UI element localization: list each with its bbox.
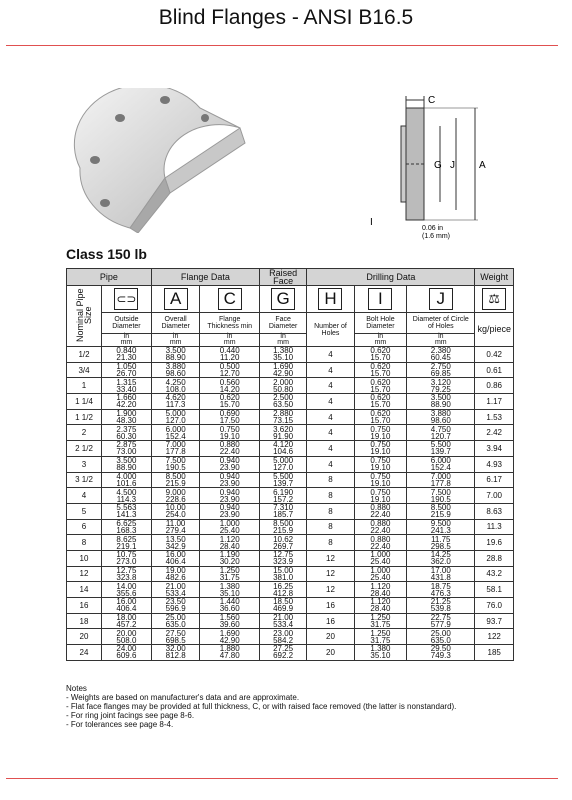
weight-cell: 2.42	[475, 425, 514, 441]
thickness-cell: 1.190 30.20	[200, 550, 260, 566]
note-item: - Flat face flanges may be provided at full thickness, C, or with raised face removed (the latter is nonstandard).	[66, 702, 457, 711]
circle-cell: 29.50 749.3	[407, 645, 475, 661]
letter-h: H	[318, 288, 342, 310]
thickness-cell: 0.880 22.40	[200, 441, 260, 457]
bolt-hole-cell: 1.250 31.75	[354, 613, 407, 629]
circle-cell: 3.880 98.60	[407, 409, 475, 425]
note-item: - For tolerances see page 8-4.	[66, 720, 174, 729]
nps-cell: 3 1/2	[67, 472, 102, 488]
col-flange-thickness: Flange Thickness min	[200, 313, 260, 334]
circle-cell: 9.500 241.3	[407, 519, 475, 535]
overall-diameter-cell: 19.00 482.6	[151, 566, 200, 582]
table-row	[67, 472, 514, 488]
bolt-hole-cell: 0.750 19.10	[354, 456, 407, 472]
holes-cell: 16	[307, 613, 354, 629]
outside-diameter-cell: 16.00 406.4	[102, 598, 152, 614]
circle-cell: 17.00 431.8	[407, 566, 475, 582]
table-row	[67, 566, 514, 582]
nps-cell: 24	[67, 645, 102, 661]
outside-diameter-cell: 8.625 219.1	[102, 535, 152, 551]
circle-cell: 14.25 362.0	[407, 550, 475, 566]
unit-cell: in mm	[354, 334, 407, 347]
holes-cell: 4	[307, 394, 354, 410]
outside-diameter-cell: 4.000 101.6	[102, 472, 152, 488]
outside-diameter-cell: 2.875 73.00	[102, 441, 152, 457]
outside-diameter-cell: 18.00 457.2	[102, 613, 152, 629]
weight-cell: 3.94	[475, 441, 514, 457]
holes-cell: 4	[307, 362, 354, 378]
top-rule	[6, 45, 558, 46]
face-diameter-cell: 5.000 127.0	[259, 456, 306, 472]
thickness-cell: 1.880 47.80	[200, 645, 260, 661]
table-row	[67, 394, 514, 410]
holes-cell: 20	[307, 629, 354, 645]
circle-cell: 2.750 69.85	[407, 362, 475, 378]
table-row	[67, 613, 514, 629]
outside-diameter-cell: 4.500 114.3	[102, 488, 152, 504]
blind-flange-table	[66, 268, 514, 661]
face-diameter-cell: 21.00 533.4	[259, 613, 306, 629]
face-diameter-cell: 10.62 269.7	[259, 535, 306, 551]
circle-cell: 18.75 476.3	[407, 582, 475, 598]
thickness-cell: 1.560 39.60	[200, 613, 260, 629]
table-row	[67, 582, 514, 598]
bolt-hole-cell: 0.620 15.70	[354, 362, 407, 378]
col-overall-diameter: Overall Diameter	[151, 313, 200, 334]
group-raised-face: Raised Face	[259, 269, 306, 286]
nps-cell: 1	[67, 378, 102, 394]
bolt-hole-cell: 1.250 31.75	[354, 629, 407, 645]
thickness-cell: 0.690 17.50	[200, 409, 260, 425]
holes-cell: 4	[307, 409, 354, 425]
holes-cell: 4	[307, 425, 354, 441]
unit-cell: in mm	[259, 334, 306, 347]
nps-cell: 18	[67, 613, 102, 629]
unit-cell: in mm	[151, 334, 200, 347]
overall-diameter-cell: 3.880 98.60	[151, 362, 200, 378]
bolt-hole-cell: 1.000 25.40	[354, 566, 407, 582]
weight-cell: 1.17	[475, 394, 514, 410]
nps-cell: 16	[67, 598, 102, 614]
bolt-hole-cell: 0.620 15.70	[354, 378, 407, 394]
thickness-cell: 0.940 23.90	[200, 472, 260, 488]
bolt-hole-cell: 0.750 19.10	[354, 488, 407, 504]
holes-cell: 12	[307, 582, 354, 598]
outside-diameter-cell: 24.00 609.6	[102, 645, 152, 661]
face-diameter-cell: 7.310 185.7	[259, 503, 306, 519]
letter-i: I	[368, 288, 392, 310]
table-row	[67, 629, 514, 645]
note-item: - For ring joint facings see page 8-6.	[66, 711, 195, 720]
weight-cell: 93.7	[475, 613, 514, 629]
outside-diameter-cell: 1.315 33.40	[102, 378, 152, 394]
outside-diameter-cell: 1.660 42.20	[102, 394, 152, 410]
thickness-cell: 1.000 25.40	[200, 519, 260, 535]
pipe-icon: ⊂⊃	[102, 286, 152, 313]
table-row	[67, 550, 514, 566]
holes-cell: 8	[307, 472, 354, 488]
thickness-cell: 1.250 31.75	[200, 566, 260, 582]
overall-diameter-cell: 7.500 190.5	[151, 456, 200, 472]
weight-cell: 185	[475, 645, 514, 661]
circle-cell: 7.000 177.8	[407, 472, 475, 488]
holes-cell: 8	[307, 488, 354, 504]
nps-cell: 1 1/2	[67, 409, 102, 425]
outside-diameter-cell: 14.00 355.6	[102, 582, 152, 598]
dim-a-label: A	[479, 160, 486, 171]
nps-cell: 4	[67, 488, 102, 504]
weight-cell: 8.63	[475, 503, 514, 519]
col-outside-diameter: Outside Diameter	[102, 313, 152, 334]
nps-cell: 3	[67, 456, 102, 472]
unit-cell: in mm	[102, 334, 152, 347]
scale-icon: ⚖	[475, 286, 514, 313]
letter-a: A	[164, 288, 188, 310]
circle-cell: 6.000 152.4	[407, 456, 475, 472]
face-diameter-cell: 6.190 157.2	[259, 488, 306, 504]
table-row	[67, 347, 514, 363]
dim-g-label: G	[434, 160, 442, 171]
outside-diameter-cell: 5.563 141.3	[102, 503, 152, 519]
outside-diameter-cell: 0.840 21.30	[102, 347, 152, 363]
nps-cell: 6	[67, 519, 102, 535]
thickness-cell: 1.120 28.40	[200, 535, 260, 551]
raised-face-note-1: 0.06 in	[422, 225, 444, 232]
circle-cell: 11.75 298.5	[407, 535, 475, 551]
face-diameter-cell: 8.500 215.9	[259, 519, 306, 535]
holes-cell: 8	[307, 519, 354, 535]
table-row	[67, 598, 514, 614]
overall-diameter-cell: 8.500 215.9	[151, 472, 200, 488]
thickness-cell: 0.500 12.70	[200, 362, 260, 378]
weight-cell: 4.93	[475, 456, 514, 472]
group-pipe: Pipe	[67, 269, 152, 286]
note-item: - Weights are based on manufacturer's data and are approximate.	[66, 693, 300, 702]
overall-diameter-cell: 9.000 228.6	[151, 488, 200, 504]
face-diameter-cell: 4.120 104.6	[259, 441, 306, 457]
nps-cell: 8	[67, 535, 102, 551]
weight-cell: 0.61	[475, 362, 514, 378]
face-diameter-cell: 15.00 381.0	[259, 566, 306, 582]
face-diameter-cell: 1.690 42.90	[259, 362, 306, 378]
letter-g: G	[271, 288, 295, 310]
table-row	[67, 441, 514, 457]
page-title: Blind Flanges - ANSI B16.5	[158, 6, 414, 29]
overall-diameter-cell: 21.00 533.4	[151, 582, 200, 598]
bolt-hole-cell: 0.880 22.40	[354, 503, 407, 519]
bolt-hole-cell: 0.750 19.10	[354, 425, 407, 441]
nps-cell: 14	[67, 582, 102, 598]
col-circle-of-holes: Diameter of Circle of Holes	[407, 313, 475, 334]
nps-cell: 20	[67, 629, 102, 645]
circle-cell: 25.00 635.0	[407, 629, 475, 645]
thickness-cell: 0.940 23.90	[200, 456, 260, 472]
thickness-cell: 1.690 42.90	[200, 629, 260, 645]
holes-cell: 4	[307, 441, 354, 457]
nps-cell: 12	[67, 566, 102, 582]
nps-cell: 2 1/2	[67, 441, 102, 457]
thickness-cell: 0.620 15.70	[200, 394, 260, 410]
face-diameter-cell: 1.380 35.10	[259, 347, 306, 363]
overall-diameter-cell: 27.50 698.5	[151, 629, 200, 645]
circle-cell: 7.500 190.5	[407, 488, 475, 504]
outside-diameter-cell: 10.75 273.0	[102, 550, 152, 566]
outside-diameter-cell: 2.375 60.30	[102, 425, 152, 441]
overall-diameter-cell: 6.000 152.4	[151, 425, 200, 441]
col-kg-per-piece: kg/piece	[475, 313, 514, 347]
face-diameter-cell: 12.75 323.9	[259, 550, 306, 566]
bolt-hole-cell: 0.880 22.40	[354, 535, 407, 551]
weight-cell: 1.53	[475, 409, 514, 425]
table-row	[67, 645, 514, 661]
face-diameter-cell: 16.25 412.8	[259, 582, 306, 598]
overall-diameter-cell: 4.250 108.0	[151, 378, 200, 394]
holes-cell: 16	[307, 598, 354, 614]
group-flange-data: Flange Data	[151, 269, 259, 286]
table-row	[67, 535, 514, 551]
overall-diameter-cell: 7.000 177.8	[151, 441, 200, 457]
nps-cell: 10	[67, 550, 102, 566]
table-row	[67, 519, 514, 535]
circle-cell: 3.120 79.25	[407, 378, 475, 394]
bolt-hole-cell: 0.750 19.10	[354, 472, 407, 488]
col-face-diameter: Face Diameter	[259, 313, 306, 334]
letter-c: C	[218, 288, 242, 310]
thickness-cell: 0.940 23.90	[200, 488, 260, 504]
weight-cell: 28.8	[475, 550, 514, 566]
overall-diameter-cell: 4.620 117.3	[151, 394, 200, 410]
bottom-rule	[6, 778, 558, 779]
face-diameter-cell: 2.500 63.50	[259, 394, 306, 410]
weight-cell: 11.3	[475, 519, 514, 535]
col-bolt-hole-diameter: Bolt Hole Diameter	[354, 313, 407, 334]
nps-cell: 3/4	[67, 362, 102, 378]
letter-j: J	[429, 288, 453, 310]
holes-cell: 8	[307, 503, 354, 519]
unit-cell: in mm	[407, 334, 475, 347]
bolt-hole-cell: 1.120 28.40	[354, 598, 407, 614]
outside-diameter-cell: 6.625 168.3	[102, 519, 152, 535]
table-row	[67, 425, 514, 441]
table-row	[67, 503, 514, 519]
bolt-hole-cell: 0.620 15.70	[354, 409, 407, 425]
table-row	[67, 378, 514, 394]
face-diameter-cell: 3.620 91.90	[259, 425, 306, 441]
outside-diameter-cell: 1.900 48.30	[102, 409, 152, 425]
bolt-hole-cell: 0.620 15.70	[354, 394, 407, 410]
thickness-cell: 0.750 19.10	[200, 425, 260, 441]
nominal-pipe-size-header: Nominal Pipe Size	[67, 286, 102, 347]
bolt-hole-cell: 0.620 15.70	[354, 347, 407, 363]
table-row	[67, 362, 514, 378]
overall-diameter-cell: 16.00 406.4	[151, 550, 200, 566]
thickness-cell: 0.440 11.20	[200, 347, 260, 363]
circle-cell: 21.25 539.8	[407, 598, 475, 614]
circle-cell: 5.500 139.7	[407, 441, 475, 457]
circle-cell: 22.75 577.9	[407, 613, 475, 629]
holes-cell: 20	[307, 645, 354, 661]
outside-diameter-cell: 20.00 508.0	[102, 629, 152, 645]
group-drilling-data: Drilling Data	[307, 269, 475, 286]
bolt-hole-cell: 0.750 19.10	[354, 441, 407, 457]
flange-dimension-diagram	[350, 88, 550, 248]
nps-cell: 5	[67, 503, 102, 519]
group-weight: Weight	[475, 269, 514, 286]
weight-cell: 6.17	[475, 472, 514, 488]
unit-cell: in mm	[200, 334, 260, 347]
outside-diameter-cell: 3.500 88.90	[102, 456, 152, 472]
face-diameter-cell: 23.00 584.2	[259, 629, 306, 645]
overall-diameter-cell: 23.50 596.9	[151, 598, 200, 614]
weight-cell: 7.00	[475, 488, 514, 504]
face-diameter-cell: 5.500 139.7	[259, 472, 306, 488]
bolt-hole-cell: 1.000 25.40	[354, 550, 407, 566]
circle-cell: 4.750 120.7	[407, 425, 475, 441]
table-row	[67, 409, 514, 425]
weight-cell: 43.2	[475, 566, 514, 582]
table-row	[67, 456, 514, 472]
notes	[66, 684, 456, 729]
notes-heading: Notes	[66, 684, 87, 693]
weight-cell: 19.6	[475, 535, 514, 551]
weight-cell: 76.0	[475, 598, 514, 614]
weight-cell: 58.1	[475, 582, 514, 598]
holes-cell: 12	[307, 550, 354, 566]
outside-diameter-cell: 1.050 26.70	[102, 362, 152, 378]
nps-cell: 2	[67, 425, 102, 441]
thickness-cell: 0.940 23.90	[200, 503, 260, 519]
overall-diameter-cell: 5.000 127.0	[151, 409, 200, 425]
overall-diameter-cell: 25.00 635.0	[151, 613, 200, 629]
circle-cell: 3.500 88.90	[407, 394, 475, 410]
bolt-hole-cell: 1.380 35.10	[354, 645, 407, 661]
weight-cell: 0.86	[475, 378, 514, 394]
overall-diameter-cell: 3.500 88.90	[151, 347, 200, 363]
bolt-hole-cell: 0.880 22.40	[354, 519, 407, 535]
face-diameter-cell: 27.25 692.2	[259, 645, 306, 661]
table-row	[67, 488, 514, 504]
face-diameter-cell: 2.880 73.15	[259, 409, 306, 425]
holes-cell: 4	[307, 378, 354, 394]
face-diameter-cell: 2.000 50.80	[259, 378, 306, 394]
thickness-cell: 1.440 36.60	[200, 598, 260, 614]
holes-cell: 8	[307, 535, 354, 551]
nps-cell: 1/2	[67, 347, 102, 363]
holes-cell: 4	[307, 456, 354, 472]
holes-cell: 4	[307, 347, 354, 363]
thickness-cell: 0.560 14.20	[200, 378, 260, 394]
outside-diameter-cell: 12.75 323.8	[102, 566, 152, 582]
circle-cell: 8.500 215.9	[407, 503, 475, 519]
holes-cell: 12	[307, 566, 354, 582]
bolt-hole-cell: 1.120 28.40	[354, 582, 407, 598]
circle-cell: 2.380 60.45	[407, 347, 475, 363]
class-title: Class 150 lb	[66, 246, 147, 262]
overall-diameter-cell: 13.50 342.9	[151, 535, 200, 551]
flange-illustration	[70, 88, 270, 233]
dim-i-label: I	[370, 217, 373, 228]
dim-c-label: C	[428, 95, 436, 106]
thickness-cell: 1.380 35.10	[200, 582, 260, 598]
nps-cell: 1 1/4	[67, 394, 102, 410]
overall-diameter-cell: 10.00 254.0	[151, 503, 200, 519]
col-number-of-holes: Number of Holes	[307, 313, 354, 347]
weight-cell: 0.42	[475, 347, 514, 363]
weight-cell: 122	[475, 629, 514, 645]
overall-diameter-cell: 32.00 812.8	[151, 645, 200, 661]
raised-face-note-2: (1.6 mm)	[422, 233, 450, 240]
dim-j-label: J	[450, 160, 455, 171]
face-diameter-cell: 18.50 469.9	[259, 598, 306, 614]
overall-diameter-cell: 11.00 279.4	[151, 519, 200, 535]
